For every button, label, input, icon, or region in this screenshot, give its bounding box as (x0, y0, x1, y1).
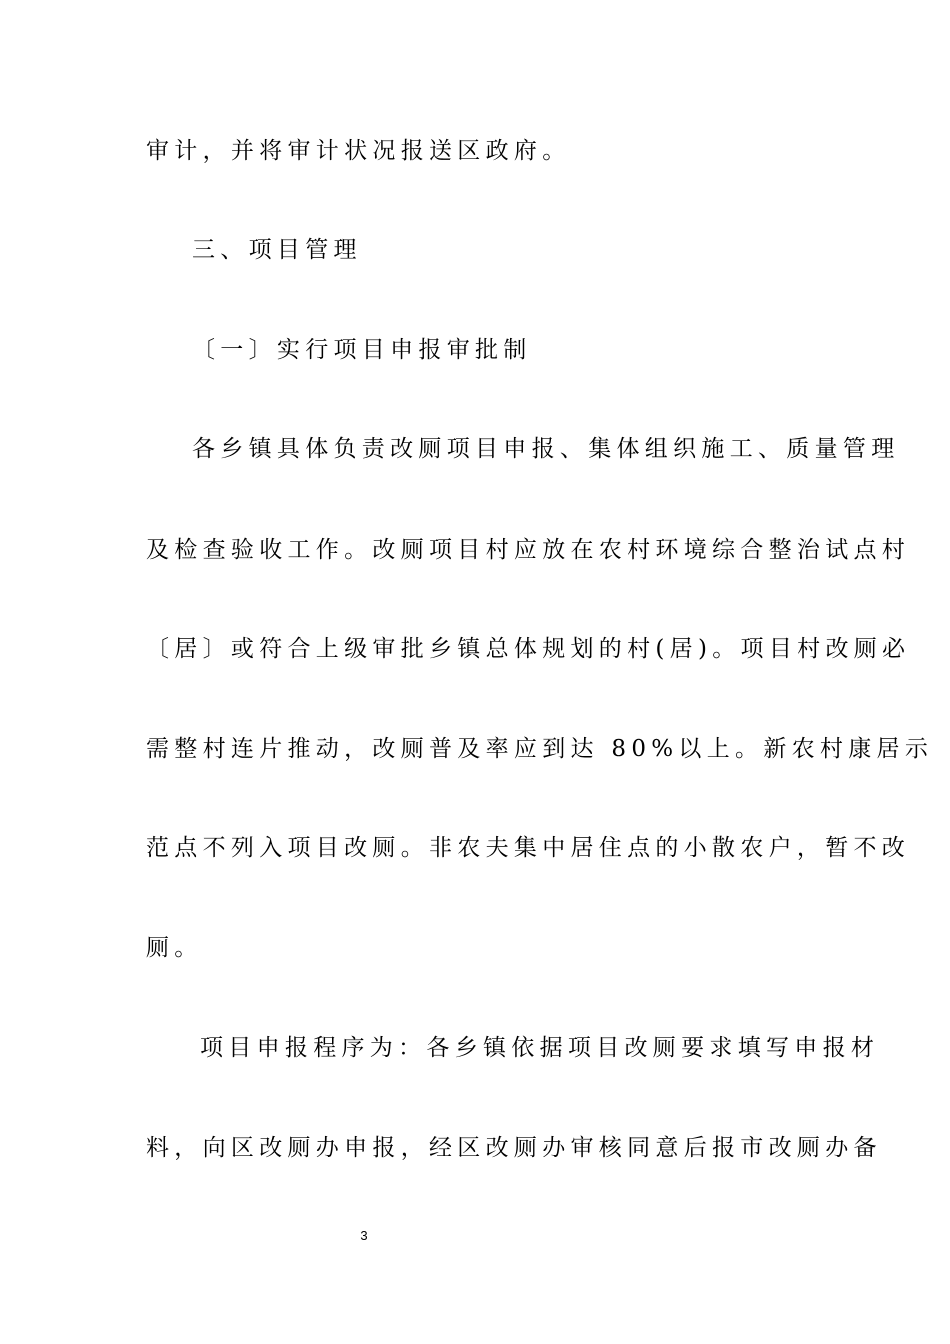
paragraph-line: 料，向区改厕办申报，经区改厕办审核同意后报市改厕办备 (146, 1135, 882, 1161)
paragraph-line: 厕。 (146, 935, 203, 961)
paragraph-line: 〔居〕或符合上级审批乡镇总体规划的村(居)。项目村改厕必 (146, 636, 911, 662)
paragraph-line-audit: 审计，并将审计状况报送区政府。 (146, 138, 571, 164)
paragraph-line: 项目申报程序为：各乡镇依据项目改厕要求填写申报材 (200, 1035, 880, 1061)
paragraph-line: 各乡镇具体负责改厕项目申报、集体组织施工、质量管理 (192, 436, 900, 462)
paragraph-line: 需整村连片推动，改厕普及率应到达 80%以上。新农村康居示 (146, 736, 934, 762)
paragraph-line: 范点不列入项目改厕。非农夫集中居住点的小散农户，暂不改 (146, 835, 911, 861)
section-heading: 三、项目管理 (192, 237, 362, 263)
subsection-heading: 〔一〕实行项目申报审批制 (192, 337, 532, 363)
page-number: 3 (360, 1228, 368, 1243)
paragraph-line: 及检查验收工作。改厕项目村应放在农村环境综合整治试点村 (146, 537, 911, 563)
